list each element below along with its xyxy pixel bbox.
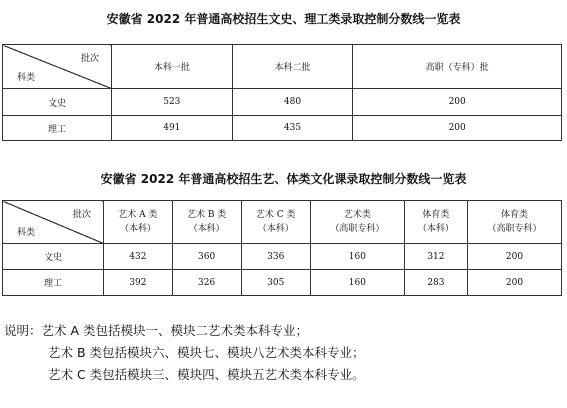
- table2-header-cell: 体育类 （高职专科）: [468, 201, 562, 244]
- table-row: [3, 89, 562, 116]
- score-table-wenli: [2, 44, 562, 141]
- table1-header-cell: 高职（专科）批: [353, 45, 562, 89]
- table-cell: 432: [104, 244, 173, 270]
- table1-corner-cell: [3, 45, 112, 89]
- note-line: 说明：艺术 A 类包括模块一、模块二艺术类本科专业；: [4, 323, 308, 338]
- table1-corner-subject-label: 科类: [17, 73, 36, 83]
- table-cell: 200: [468, 270, 562, 296]
- table-cell: 480: [232, 89, 353, 116]
- table2-header-cell: 艺术 C 类 （本科）: [241, 201, 310, 244]
- table2-corner-batch-label: 批次: [72, 210, 91, 220]
- table2-header-cell: 艺术类 （高职专科）: [310, 201, 404, 244]
- note-line: 艺术 C 类包括模块三、模块四、模块五艺术类本科专业。: [48, 367, 365, 382]
- table-cell: 326: [172, 270, 241, 296]
- table-cell: 200: [353, 116, 562, 141]
- table-cell: 200: [468, 244, 562, 270]
- table2-header-cell: 艺术 A 类 （本科）: [104, 201, 173, 244]
- table-cell: 283: [404, 270, 467, 296]
- notes-section: [4, 320, 365, 386]
- table-cell: 523: [112, 89, 233, 116]
- table-cell: 491: [112, 116, 233, 141]
- table-row: [3, 270, 562, 296]
- table-cell: 360: [172, 244, 241, 270]
- table-cell: 160: [310, 244, 404, 270]
- table-cell: 160: [310, 270, 404, 296]
- table2-header-cell: 艺术 B 类 （本科）: [172, 201, 241, 244]
- table2-header-cell: 体育类 （本科）: [404, 201, 467, 244]
- table1-header-cell: 本科二批: [232, 45, 353, 89]
- row-label: 文史: [3, 244, 104, 270]
- row-label: 理工: [3, 270, 104, 296]
- score-table-art-sports: [2, 200, 562, 296]
- row-label: 理工: [3, 116, 112, 141]
- row-label: 文史: [3, 89, 112, 116]
- table-cell: 392: [104, 270, 173, 296]
- table-cell: 312: [404, 244, 467, 270]
- table-row: [3, 116, 562, 141]
- table-cell: 336: [241, 244, 310, 270]
- table-cell: 305: [241, 270, 310, 296]
- note-line: 艺术 B 类包括模块六、模块七、模块八艺术类本科专业；: [48, 345, 365, 360]
- table-cell: 435: [232, 116, 353, 141]
- table-cell: 200: [353, 89, 562, 116]
- table1-corner-batch-label: 批次: [80, 54, 99, 64]
- table2-title: 安徽省 2022 年普通高校招生艺、体类文化课录取控制分数线一览表: [100, 172, 467, 186]
- table-row: [3, 244, 562, 270]
- table2-corner-subject-label: 科类: [17, 228, 36, 238]
- table1-header-cell: 本科一批: [112, 45, 233, 89]
- table1-title: 安徽省 2022 年普通高校招生文史、理工类录取控制分数线一览表: [106, 12, 461, 26]
- table2-corner-cell: [3, 201, 104, 244]
